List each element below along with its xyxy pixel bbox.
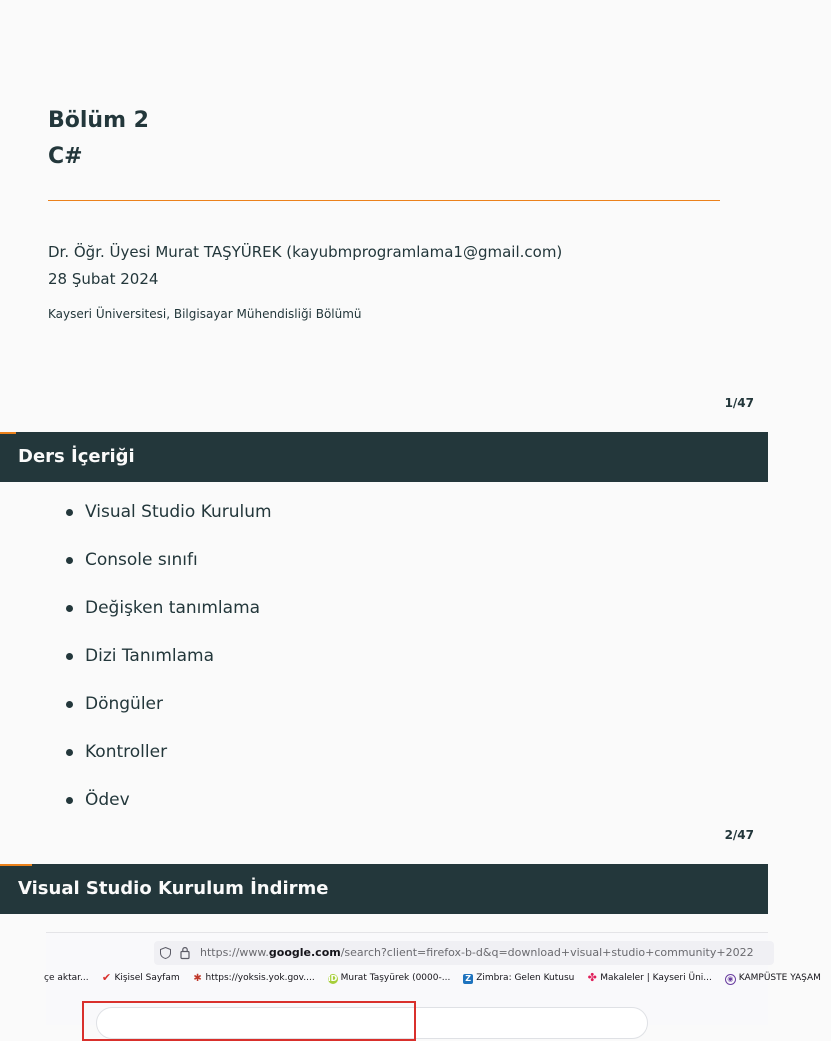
bullet-icon: [66, 653, 73, 660]
list-item: [66, 643, 272, 691]
author: Dr. Öğr. Üyesi Murat TAŞYÜREK (kayubmprogramlama1@gmail.com): [48, 243, 563, 261]
title-divider: [48, 200, 720, 201]
orcid-icon: iD: [327, 974, 338, 983]
frame-title-text: Ders İçeriği: [18, 446, 135, 467]
slide-title: [0, 0, 768, 432]
url-text: [200, 941, 754, 965]
slide-contents: [0, 432, 768, 864]
list-item-label: Değişken tanımlama: [85, 598, 261, 618]
bullet-icon: [66, 509, 73, 516]
url-host: google.com: [268, 946, 341, 959]
bookmark-item[interactable]: [193, 969, 315, 987]
kampus-icon: ◉: [725, 974, 736, 985]
bookmark-item[interactable]: [328, 969, 451, 987]
list-item-label: Visual Studio Kurulum: [85, 502, 272, 522]
bullet-icon: [66, 701, 73, 708]
title-subject: C#: [48, 144, 83, 169]
url-prefix: https://www.: [200, 946, 269, 959]
address-bar[interactable]: [154, 941, 774, 965]
bookmarks-bar: [44, 969, 831, 987]
list-item-label: Console sınıfı: [85, 550, 198, 570]
list-item: [66, 499, 272, 547]
bookmark-label: Zimbra: Gelen Kutusu: [476, 973, 575, 983]
lock-icon: [180, 946, 190, 959]
contents-list: [66, 499, 272, 835]
list-item: [66, 787, 272, 835]
yoksis-icon: ✱: [193, 973, 202, 984]
list-item: [66, 547, 272, 595]
frame-title: [0, 864, 768, 914]
page-number: 1/47: [724, 396, 754, 410]
bookmark-label: Kişisel Sayfam: [114, 973, 180, 983]
list-item-label: Ödev: [85, 790, 130, 810]
frame-title-text: Visual Studio Kurulum İndirme: [18, 878, 329, 899]
title-chapter: Bölüm 2: [48, 108, 149, 133]
list-item-label: Kontroller: [85, 742, 168, 762]
slide-visual-studio: [0, 864, 821, 1024]
list-item-label: Dizi Tanımlama: [85, 646, 215, 666]
date: 28 Şubat 2024: [48, 270, 159, 288]
progress-bar: [0, 864, 32, 866]
page-title: [48, 103, 149, 175]
bookmark-label: Murat Taşyürek (0000-...: [340, 973, 451, 983]
bullet-icon: [66, 749, 73, 756]
bookmark-item[interactable]: [101, 969, 179, 987]
bookmark-item[interactable]: [463, 969, 574, 987]
bookmark-item[interactable]: [44, 969, 89, 987]
institute: Kayseri Üniversitesi, Bilgisayar Mühendisliği Bölümü: [48, 307, 362, 321]
list-item-label: Döngüler: [85, 694, 164, 714]
bookmark-item[interactable]: [725, 969, 821, 987]
bookmark-label: Makaleler | Kayseri Üni...: [600, 973, 712, 983]
zimbra-icon: Z: [463, 974, 473, 984]
bookmark-item[interactable]: [587, 969, 712, 987]
list-item: [66, 691, 272, 739]
progress-bar: [0, 432, 16, 434]
bullet-icon: [66, 605, 73, 612]
list-item: [66, 739, 272, 787]
list-item: [66, 595, 272, 643]
browser-screenshot: [44, 932, 821, 1025]
bookmark-label: https://yoksis.yok.gov....: [205, 973, 315, 983]
slack-icon: ✤: [587, 971, 597, 984]
frame-title: [0, 432, 768, 482]
bullet-icon: [66, 797, 73, 804]
highlight-box: [82, 1001, 416, 1041]
url-path: /search?client=firefox-b-d&q=download+visual+studio+community+2022: [340, 946, 754, 959]
bookmark-label: çe aktar...: [44, 973, 89, 983]
bullet-icon: [66, 557, 73, 564]
check-icon: ✔: [101, 971, 112, 984]
bookmark-label: KAMPÜSTE YAŞAM: [738, 973, 821, 983]
page-number: 2/47: [724, 828, 754, 842]
shield-icon: [160, 947, 171, 959]
